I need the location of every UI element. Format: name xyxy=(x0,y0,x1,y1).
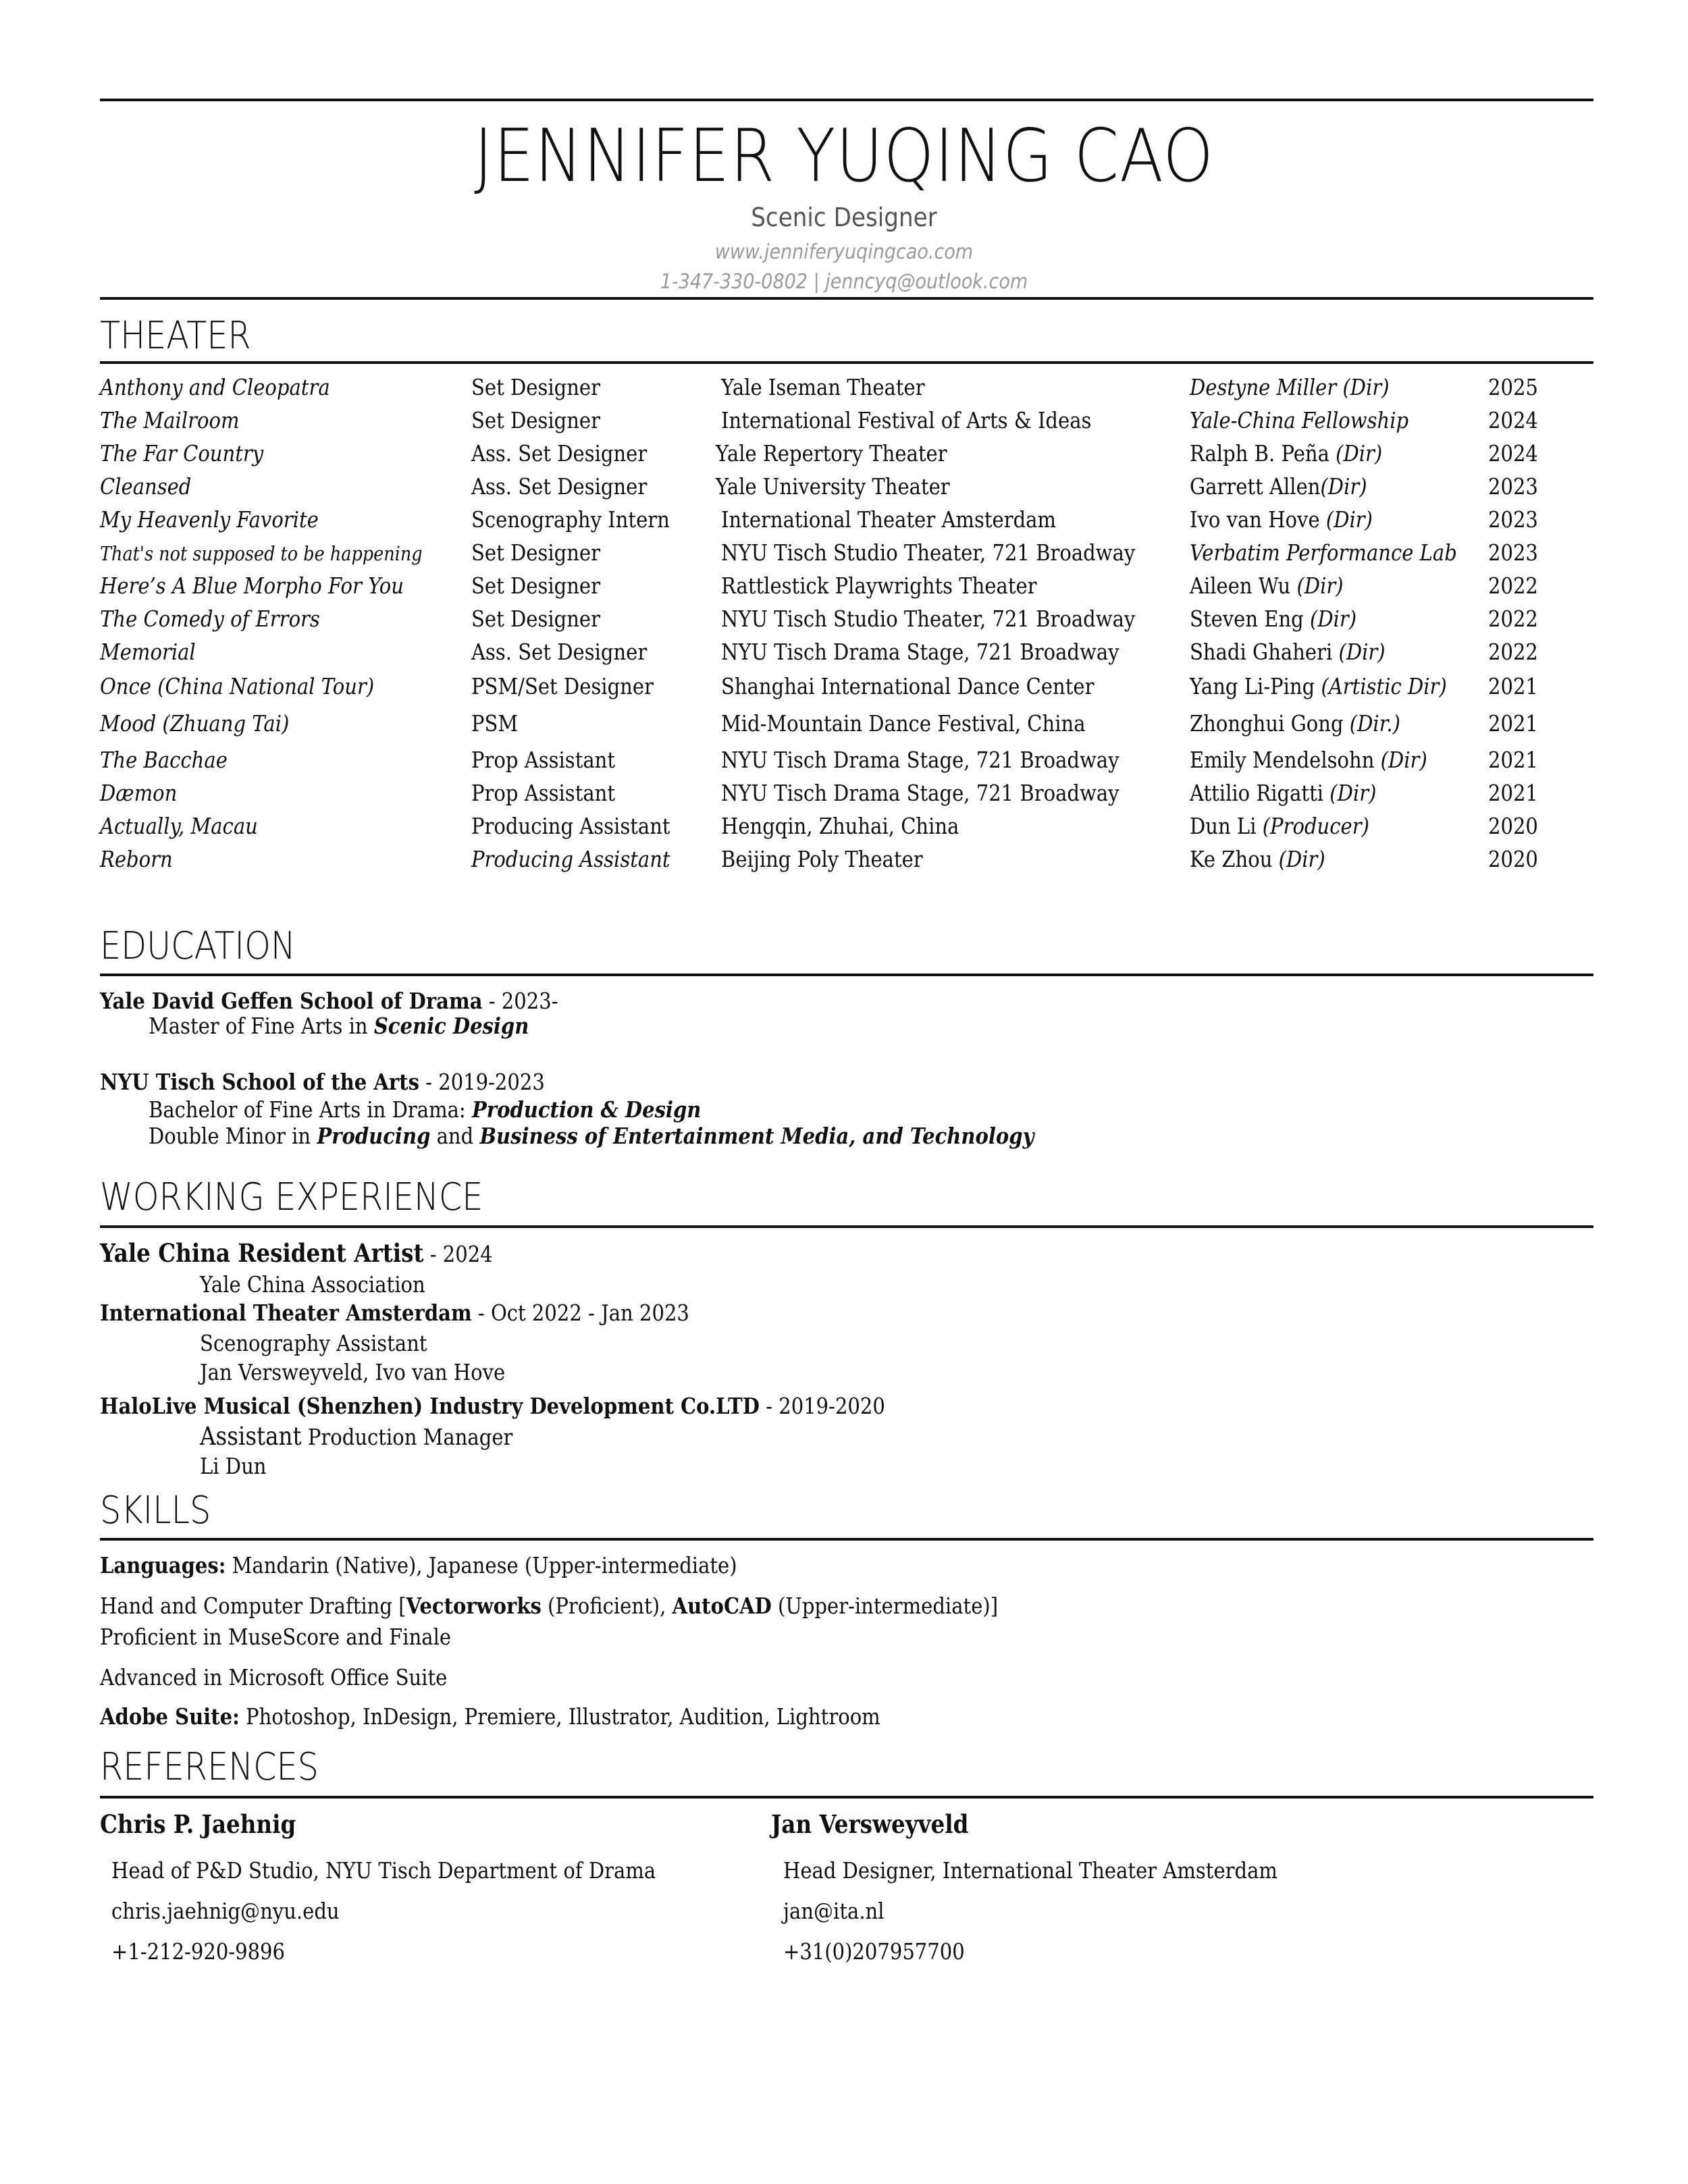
skill-text: (Upper-intermediate)] xyxy=(771,1593,999,1619)
production-role: Producing Assistant xyxy=(471,846,670,872)
education-nyu xyxy=(100,1071,545,1093)
credit-tag: (Dir) xyxy=(1336,440,1383,467)
production-year: 2024 xyxy=(1488,407,1538,433)
skill-text: Hand and Computer Drafting [ xyxy=(100,1593,406,1619)
job-1-detail: Yale China Association xyxy=(200,1271,425,1298)
credit-tag: (Producer) xyxy=(1262,813,1369,839)
credit-tag: (Dir) xyxy=(1320,473,1367,500)
production-title: The Far Country xyxy=(100,440,264,467)
production-title: Cleansed xyxy=(100,473,192,500)
education-nyu-minor xyxy=(149,1125,1034,1147)
header-bottom-rule xyxy=(100,297,1593,300)
production-credit xyxy=(1190,749,1427,771)
production-role: Scenography Intern xyxy=(471,506,670,533)
school-years: - 2023- xyxy=(482,988,558,1014)
production-venue: NYU Tisch Drama Stage, 721 Broadway xyxy=(721,747,1119,773)
production-year: 2021 xyxy=(1488,673,1538,699)
production-venue: Mid-Mountain Dance Festival, China xyxy=(721,710,1086,737)
production-venue: International Festival of Arts & Ideas xyxy=(721,407,1092,433)
production-credit xyxy=(1190,475,1367,498)
minor-1: Producing xyxy=(317,1123,431,1149)
credit-tag: (Dir) xyxy=(1310,606,1357,632)
production-venue: Hengqin, Zhuhai, China xyxy=(721,813,959,839)
school-name: Yale David Geffen School of Drama xyxy=(100,988,483,1014)
production-title: Once (China National Tour) xyxy=(100,673,375,699)
credit-name: Ivo van Hove xyxy=(1190,506,1326,533)
production-title: Memorial xyxy=(100,639,196,665)
school-name: NYU Tisch School of the Arts xyxy=(100,1069,419,1095)
production-role: PSM xyxy=(471,710,519,737)
production-year: 2023 xyxy=(1488,506,1538,533)
section-title-theater: THEATER xyxy=(100,314,251,358)
job-org: HaloLive Musical (Shenzhen) Industry Development Co.LTD xyxy=(100,1393,760,1419)
production-year: 2022 xyxy=(1488,572,1538,599)
job-title-a: Assistant xyxy=(200,1422,302,1451)
production-venue: NYU Tisch Studio Theater, 721 Broadway xyxy=(721,539,1136,566)
production-year: 2025 xyxy=(1488,374,1538,400)
production-title: Dæmon xyxy=(100,780,178,806)
production-venue: Yale Repertory Theater xyxy=(716,440,947,467)
production-venue: International Theater Amsterdam xyxy=(721,506,1057,533)
skill-music: Proficient in MuseScore and Finale xyxy=(100,1624,452,1650)
skill-adobe xyxy=(100,1705,880,1728)
job-2-detail: Jan Versweyveld, Ivo van Hove xyxy=(200,1359,506,1385)
production-title: Reborn xyxy=(100,846,173,872)
section-title-references: REFERENCES xyxy=(100,1745,319,1789)
skill-autocad: AutoCAD xyxy=(672,1593,772,1619)
reference-phone: +1-212-920-9896 xyxy=(111,1938,286,1965)
references-rule xyxy=(100,1796,1593,1799)
production-title: Actually, Macau xyxy=(100,813,258,839)
skill-text: Photoshop, InDesign, Premiere, Illustrator, Audition, Lightroom xyxy=(239,1703,880,1730)
production-year: 2021 xyxy=(1488,710,1538,737)
credit-name: Garrett Allen xyxy=(1190,473,1321,500)
production-year: 2022 xyxy=(1488,639,1538,665)
education-rule xyxy=(100,974,1593,976)
website-link[interactable]: www.jenniferyuqingcao.com xyxy=(714,240,974,264)
production-title: The Comedy of Errors xyxy=(100,606,320,632)
production-title: The Mailroom xyxy=(100,407,240,433)
skills-rule xyxy=(100,1538,1593,1541)
education-yale-degree xyxy=(149,1015,529,1037)
credit-tag: (Dir) xyxy=(1380,747,1427,773)
production-title: The Bacchae xyxy=(100,747,228,773)
production-role: Ass. Set Designer xyxy=(471,639,648,665)
reference-title: Head of P&D Studio, NYU Tisch Department of Drama xyxy=(111,1857,656,1884)
reference-email[interactable]: jan@ita.nl xyxy=(783,1898,885,1924)
applicant-name: JENNIFER YUQING CAO xyxy=(474,114,1214,198)
job-org: International Theater Amsterdam xyxy=(100,1300,472,1326)
production-credit xyxy=(1190,675,1447,697)
production-year: 2020 xyxy=(1488,813,1538,839)
production-role: Producing Assistant xyxy=(471,813,670,839)
production-credit xyxy=(1190,712,1400,735)
production-role: Ass. Set Designer xyxy=(471,440,648,467)
reference-phone: +31(0)207957700 xyxy=(783,1938,965,1965)
reference-title: Head Designer, International Theater Amsterdam xyxy=(783,1857,1277,1884)
top-rule xyxy=(100,99,1593,101)
skill-office: Advanced in Microsoft Office Suite xyxy=(100,1664,448,1690)
school-years: - 2019-2023 xyxy=(419,1069,545,1095)
job-2 xyxy=(100,1302,689,1324)
job-3 xyxy=(100,1395,885,1417)
job-dates: - 2024 xyxy=(423,1241,493,1267)
credit-tag: (Dir.) xyxy=(1349,710,1400,737)
production-year: 2023 xyxy=(1488,473,1538,500)
production-credit xyxy=(1190,608,1356,630)
education-nyu-degree xyxy=(149,1098,701,1121)
production-credit xyxy=(1190,641,1386,663)
production-title: My Heavenly Favorite xyxy=(100,506,319,533)
production-year: 2021 xyxy=(1488,780,1538,806)
degree-text: Bachelor of Fine Arts in Drama: xyxy=(149,1096,472,1123)
credit-name: Ke Zhou xyxy=(1190,846,1279,872)
production-title: Anthony and Cleopatra xyxy=(100,374,330,400)
skill-languages xyxy=(100,1554,737,1576)
production-venue: NYU Tisch Drama Stage, 721 Broadway xyxy=(721,780,1119,806)
production-credit xyxy=(1190,848,1325,870)
production-role: Set Designer xyxy=(471,539,601,566)
contact-info: 1-347-330-0802 | jenncyq@outlook.com xyxy=(660,270,1028,294)
production-credit: Destyne Miller (Dir) xyxy=(1190,374,1390,400)
skill-drafting xyxy=(100,1595,998,1617)
job-title-b: Production Manager xyxy=(301,1424,513,1450)
production-role: Set Designer xyxy=(471,374,601,400)
skill-label: Adobe Suite: xyxy=(100,1703,240,1730)
skill-label: Languages: xyxy=(100,1552,226,1578)
production-credit xyxy=(1190,815,1369,837)
credit-name: Emily Mendelsohn xyxy=(1190,747,1381,773)
production-venue: Yale University Theater xyxy=(716,473,950,500)
production-role: Prop Assistant xyxy=(471,780,616,806)
credit-name: Aileen Wu xyxy=(1190,572,1297,599)
credit-name: Steven Eng xyxy=(1190,606,1311,632)
production-role: PSM/Set Designer xyxy=(471,673,654,699)
skill-vectorworks: Vectorworks xyxy=(406,1593,542,1619)
production-role: Ass. Set Designer xyxy=(471,473,648,500)
production-title: Here’s A Blue Morpho For You xyxy=(100,572,404,599)
minor-and: and xyxy=(430,1123,480,1149)
production-venue: Shanghai International Dance Center xyxy=(721,673,1094,699)
production-venue: Rattlestick Playwrights Theater xyxy=(721,572,1037,599)
degree-major: Scenic Design xyxy=(373,1013,529,1039)
credit-name: Zhonghui Gong xyxy=(1190,710,1350,737)
credit-tag: (Dir) xyxy=(1338,639,1386,665)
production-role: Set Designer xyxy=(471,572,601,599)
section-title-skills: SKILLS xyxy=(100,1489,211,1533)
working-rule xyxy=(100,1225,1593,1228)
production-credit xyxy=(1190,572,1344,599)
job-3-detail: Li Dun xyxy=(200,1453,267,1479)
section-title-education: EDUCATION xyxy=(100,924,296,968)
production-year: 2024 xyxy=(1488,440,1538,467)
credit-tag: (Dir) xyxy=(1329,780,1377,806)
job-1 xyxy=(100,1238,493,1268)
applicant-role: Scenic Designer xyxy=(751,203,937,232)
production-venue: NYU Tisch Drama Stage, 721 Broadway xyxy=(721,639,1119,665)
credit-tag: (Dir) xyxy=(1296,572,1344,599)
credit-tag: (Dir) xyxy=(1325,506,1373,533)
production-venue: Yale Iseman Theater xyxy=(721,374,925,400)
production-credit xyxy=(1190,782,1376,804)
job-2-detail: Scenography Assistant xyxy=(200,1330,427,1356)
education-yale xyxy=(100,990,558,1012)
production-year: 2021 xyxy=(1488,747,1538,773)
skill-text: Mandarin (Native), Japanese (Upper-intermediate) xyxy=(226,1552,737,1578)
production-year: 2020 xyxy=(1488,846,1538,872)
production-credit: Yale-China Fellowship xyxy=(1190,407,1409,433)
production-credit xyxy=(1190,440,1383,467)
job-org: Yale China Resident Artist xyxy=(100,1238,424,1268)
reference-name: Chris P. Jaehnig xyxy=(100,1809,296,1839)
credit-name: Shadi Ghaheri xyxy=(1190,639,1339,665)
minor-text: Double Minor in xyxy=(149,1123,317,1149)
reference-email[interactable]: chris.jaehnig@nyu.edu xyxy=(111,1898,340,1924)
job-3-detail xyxy=(200,1424,512,1449)
job-dates: - Oct 2022 - Jan 2023 xyxy=(471,1300,689,1326)
credit-name: Yang Li-Ping xyxy=(1190,673,1321,699)
production-venue: Beijing Poly Theater xyxy=(721,846,923,872)
job-dates: - 2019-2020 xyxy=(759,1393,885,1419)
production-venue: NYU Tisch Studio Theater, 721 Broadway xyxy=(721,606,1136,632)
production-credit xyxy=(1190,508,1373,531)
production-role: Set Designer xyxy=(471,606,601,632)
production-title: Mood (Zhuang Tai) xyxy=(100,710,290,737)
production-role: Set Designer xyxy=(471,407,601,433)
production-credit: Verbatim Performance Lab xyxy=(1190,539,1457,566)
production-title: That's not supposed to be happening xyxy=(100,542,423,565)
credit-tag: (Artistic Dir) xyxy=(1321,673,1447,699)
production-role: Prop Assistant xyxy=(471,747,616,773)
production-year: 2022 xyxy=(1488,606,1538,632)
production-year: 2023 xyxy=(1488,539,1538,566)
credit-name: Attilio Rigatti xyxy=(1190,780,1330,806)
skill-text: (Proficient), xyxy=(541,1593,672,1619)
credit-name: Ralph B. Peña xyxy=(1190,440,1336,467)
degree-major: Production & Design xyxy=(471,1096,702,1123)
minor-2: Business of Entertainment Media, and Technology xyxy=(479,1123,1034,1149)
credit-name: Dun Li xyxy=(1190,813,1263,839)
section-title-working-experience: WORKING EXPERIENCE xyxy=(100,1175,483,1219)
degree-text: Master of Fine Arts in xyxy=(149,1013,374,1039)
theater-rule xyxy=(100,361,1593,364)
reference-name: Jan Versweyveld xyxy=(771,1809,969,1839)
credit-tag: (Dir) xyxy=(1278,846,1325,872)
